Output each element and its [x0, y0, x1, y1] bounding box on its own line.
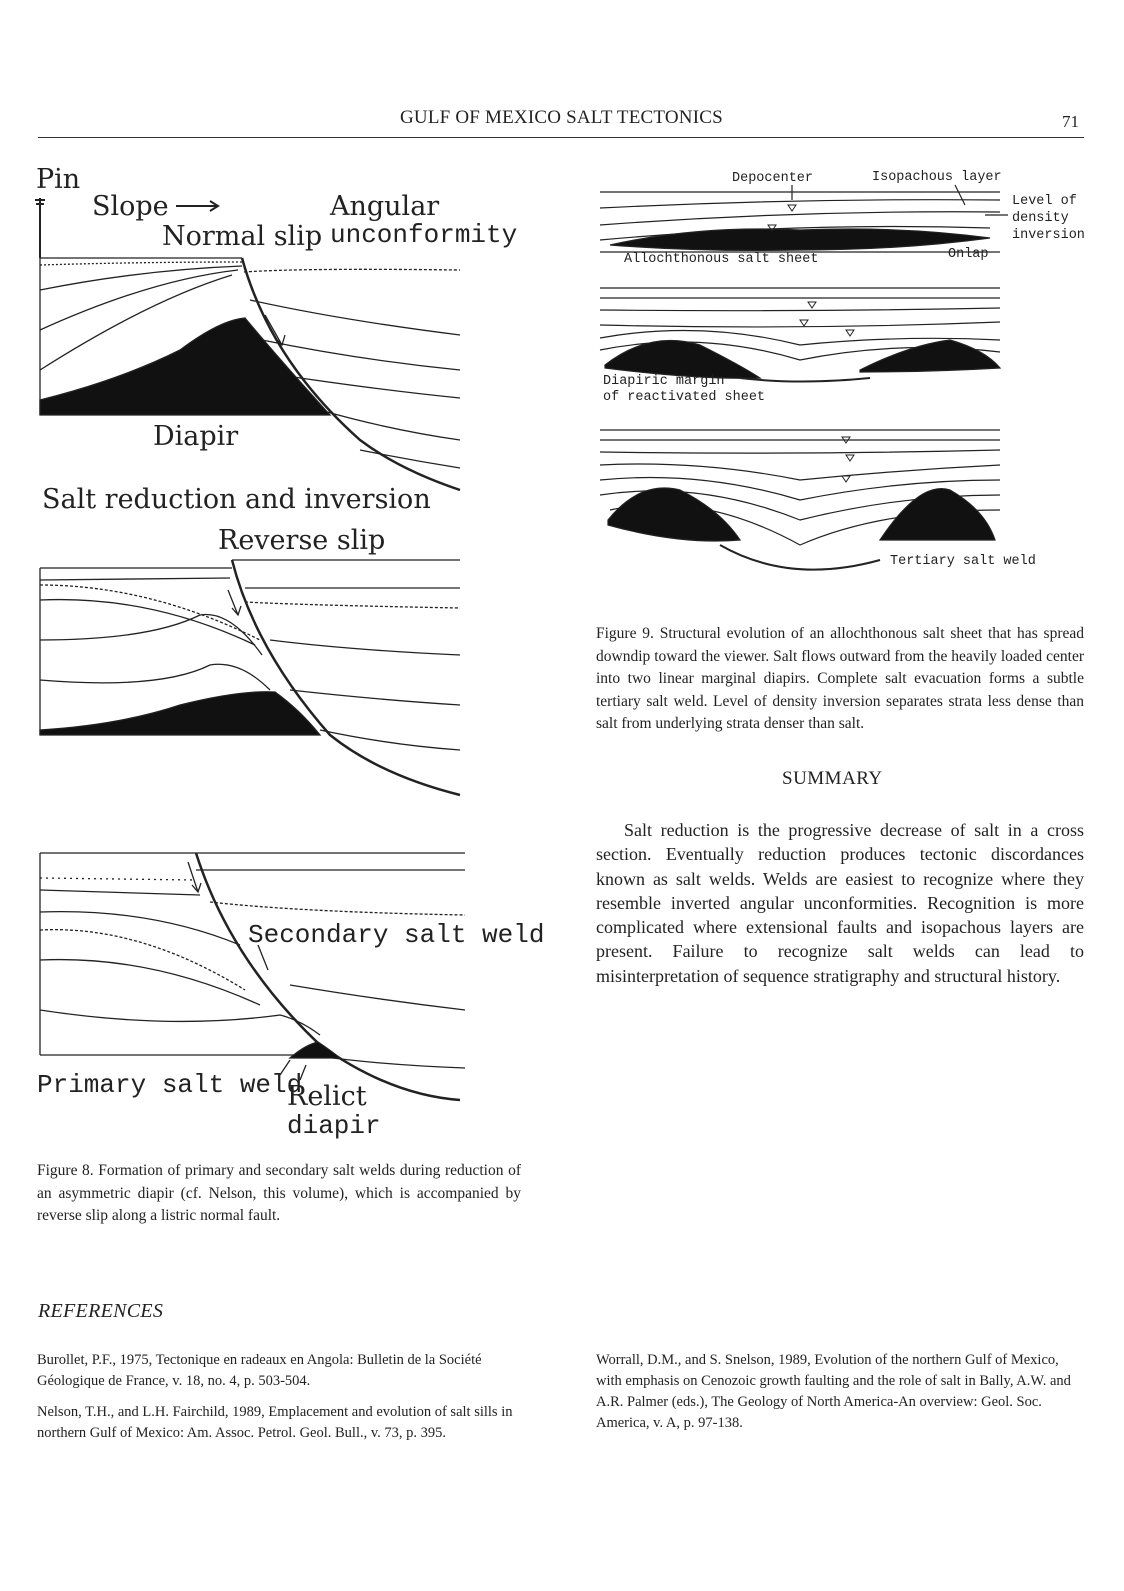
label-salt-reduction: Salt reduction and inversion [42, 484, 431, 515]
panel1-diapir [40, 318, 330, 415]
label-depocenter: Depocenter [732, 171, 814, 186]
fig9a-salt-sheet [610, 229, 990, 250]
reference-item: Nelson, T.H., and L.H. Fairchild, 1989, Emplacement and evolution of salt sills in northern Gulf of Mexico: Am. Assoc. Petrol. Geol. Bull., v. 73, p. 395. [37, 1404, 513, 1441]
label-diapiric-margin: Diapiric margin [603, 374, 725, 389]
label-isopachous: Isopachous layer [872, 170, 1002, 185]
label-density: density [1012, 211, 1069, 226]
panel3-relict-diapir [290, 1042, 340, 1058]
label-diapir: Diapir [153, 421, 239, 452]
label-unconformity: unconformity [330, 220, 518, 250]
page-number: 71 [1062, 112, 1079, 131]
reference-item: Worrall, D.M., and S. Snelson, 1989, Evolution of the northern Gulf of Mexico, with emphasis on Cenozoic growth faulting and the role of salt in Bally, A.W. and A.R. Palmer (eds.), The Geology of North America-An overview: Geol. Soc. America, v. A, p. 97-138. [596, 1352, 1071, 1431]
label-secondary-weld: Secondary salt weld [248, 920, 545, 950]
label-primary-weld: Primary salt weld [37, 1070, 303, 1100]
running-title: GULF OF MEXICO SALT TECTONICS [400, 107, 723, 128]
label-pin: Pin [36, 164, 81, 195]
fig9c-right-diapir [880, 489, 995, 540]
label-onlap: Onlap [948, 247, 989, 262]
label-relict: Relict [287, 1081, 367, 1112]
label-inversion: inversion [1012, 228, 1085, 243]
figure-9-caption: Figure 9. Structural evolution of an allochthonous salt sheet that has spread downdip toward the viewer. Salt flows outward from the heavily loaded center into two linear marginal diapirs. Complete salt evacuation forms a subtle tertiary salt weld. Level of density inversion separates strata less dense than salt from underlying strata denser than salt. [596, 625, 1084, 732]
label-slope: Slope [92, 191, 169, 222]
summary-heading: SUMMARY [782, 768, 883, 789]
slope-arrow-icon [176, 201, 218, 211]
label-tertiary-weld: Tertiary salt weld [890, 554, 1036, 569]
figure-8-caption: Figure 8. Formation of primary and secondary salt welds during reduction of an asymmetric diapir (cf. Nelson, this volume), which is accompanied by reverse slip along a listric normal fault. [37, 1162, 521, 1224]
panel2-fault [232, 560, 460, 795]
label-reactivated-sheet: of reactivated sheet [603, 390, 766, 405]
label-relict-diapir: diapir [287, 1111, 381, 1141]
summary-body: Salt reduction is the progressive decrease of salt in a cross section. Eventually reduction produces tectonic discordances known as salt welds. Welds are easiest to recognize where they resemble inverted angular unconformities. Recognition is more complicated where extensional faults and isopachous layers are present. Failure to recognize salt welds can lead to misinterpretation of sequence stratigraphy and structural history. [596, 820, 1084, 986]
panel2-diapir [40, 692, 320, 735]
pin-marker [35, 198, 45, 258]
panel3-fault [196, 853, 460, 1100]
label-level-of: Level of [1012, 194, 1077, 209]
references-heading: REFERENCES [38, 1300, 164, 1322]
label-angular: Angular [330, 191, 440, 222]
label-normal-slip: Normal slip [162, 221, 323, 252]
label-allochthonous: Allochthonous salt sheet [624, 252, 819, 267]
fig9c-left-diapir [608, 488, 740, 541]
fig9b-right-diapir [860, 340, 1000, 372]
panel1-unconformity [244, 269, 460, 272]
reference-item: Burollet, P.F., 1975, Tectonique en radeaux en Angola: Bulletin de la Société Géologique de France, v. 18, no. 4, p. 503-504. [37, 1352, 482, 1389]
label-reverse-slip: Reverse slip [218, 525, 386, 556]
